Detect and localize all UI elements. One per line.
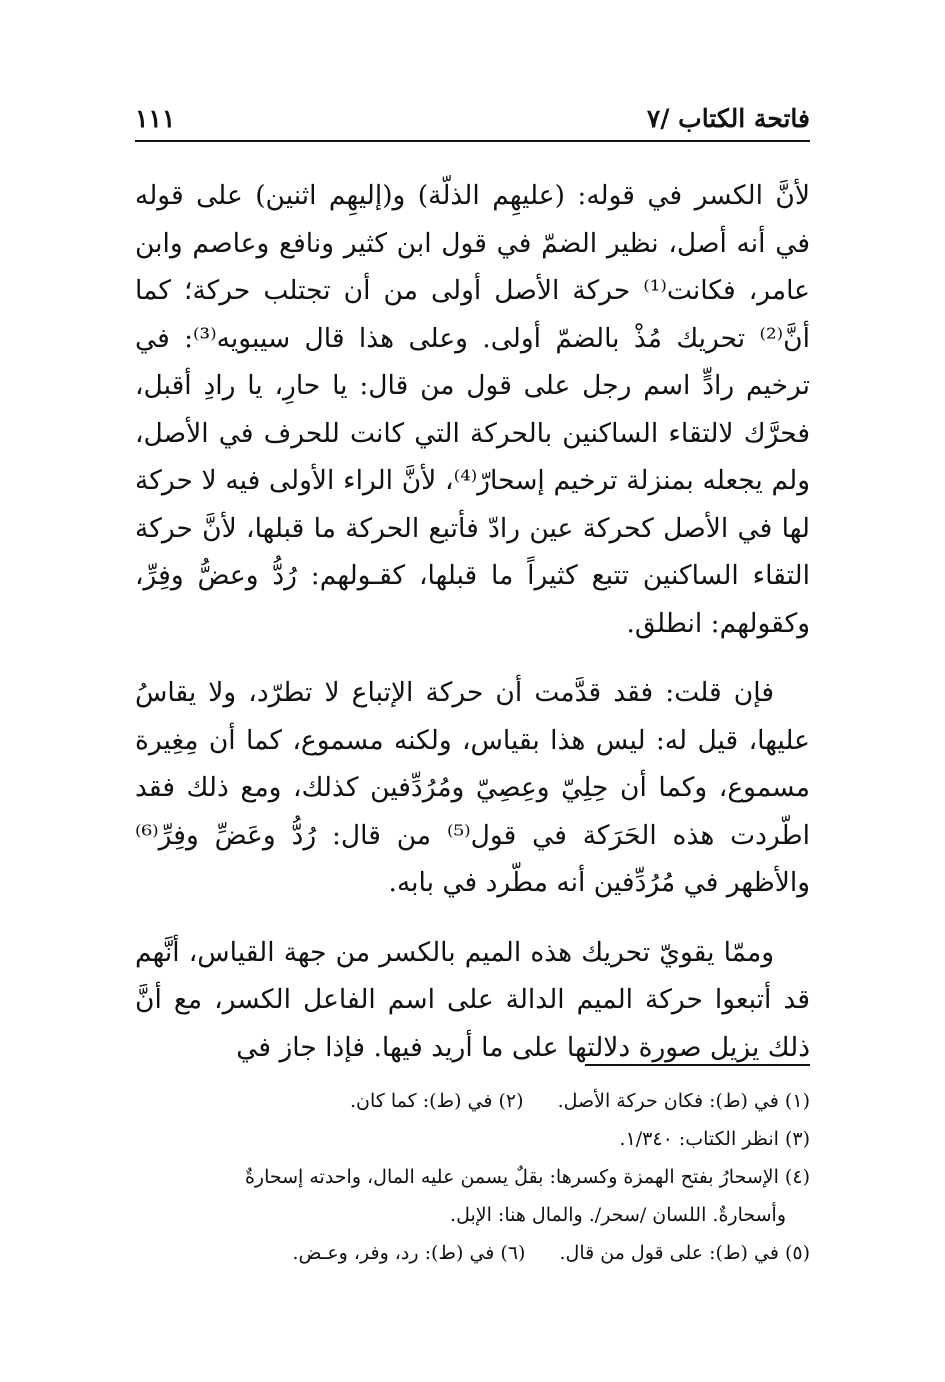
page-header	[135, 100, 810, 142]
footnote-line	[135, 1158, 810, 1196]
footnote-line	[135, 1234, 810, 1272]
footnote-line	[135, 1082, 810, 1120]
footnote-line	[135, 1120, 810, 1158]
paragraph-3: وممّا يقويّ تحريك هذه الميم بالكسر من جهة القياس، أنَّهم قد أتبعوا حركة الميم الدالة على اسم الفاعل الكسر، مع أنَّ ذلك يزيل صورة دلالتها على ما أريد فيها. فإذا جاز في	[135, 936, 810, 1063]
page-number: ١١١	[135, 104, 176, 133]
footnote-5: (٥) في (ط): على قول من قال.	[559, 1242, 810, 1264]
footnote-divider	[585, 1064, 810, 1066]
footnote-3: (٣) انظر الكتاب: ١/٣٤٠.	[619, 1128, 810, 1150]
footnotes	[135, 1082, 810, 1272]
paragraph-2: فإن قلت: فقد قدَّمت أن حركة الإتباع لا تطرّد، ولا يقاسُ عليها، قيل له: ليس هذا بقياس، ولكنه مسموع، كما أن مِغِيرة مسموع، وكما أن حِلِيّ وعِصِيّ ومُرُدِّفين كذلك، ومع ذلك فقد اطّردت هذه الحَرَكة في قول⁽⁵⁾ من قال: رُدُّ وعَضِّ وفِرِّ⁽⁶⁾ والأظهر في مُرُدِّفين أنه مطّرد في بابه.	[135, 677, 811, 898]
footnote-1: (١) في (ط): فكان حركة الأصل.	[557, 1090, 810, 1112]
running-title: فاتحة الكتاب /٧	[646, 104, 810, 133]
footnote-line	[135, 1196, 810, 1234]
footnote-6: (٦) في (ط): رد، وفر، وعـض.	[292, 1242, 526, 1264]
footnote-4: (٤) الإسحارُ بفتح الهمزة وكسرها: بقلٌ يسمن عليه المال، واحدته إسحارةٌ	[244, 1166, 810, 1188]
paragraph-1: لأنَّ الكسر في قوله: (عليهِم الذلّة) و(إليهِم اثنين) على قوله في أنه أصل، نظير الضمّ في قول ابن كثير ونافع وعاصم وابن عامر، فكانت⁽¹⁾ حركة الأصل أولى من أن تجتلب حركة؛ كما أنَّ⁽²⁾ تحريك مُذْ بالضمّ أولى. وعلى هذا قال سيبويه⁽³⁾: في ترخيم رادٍّ اسم رجل على قول من قال: يا حارِ، يا رادِ أقبل، فحرَّك لالتقاء الساكنين بالحركة التي كانت للحرف في الأصل، ولم يجعله بمنزلة ترخيم إسحارّ⁽⁴⁾، لأنَّ الراء الأولى فيه لا حركة لها في الأصل كحركة عين رادّ فأتبع الحركة ما قبلها، لأنَّ حركة التقاء الساكنين تتبع كثيراً ما قبلها، كقـولهم: رُدُّ وعضُّ وفِرِّ، وكقولهم: انطلق.	[135, 180, 810, 639]
footnote-4-continued: وأسحارةٌ. اللسان /سحر/. والمال هنا: الإبل.	[450, 1204, 786, 1226]
main-text	[135, 172, 810, 1093]
footnote-2: (٢) في (ط): كما كان.	[349, 1090, 524, 1112]
